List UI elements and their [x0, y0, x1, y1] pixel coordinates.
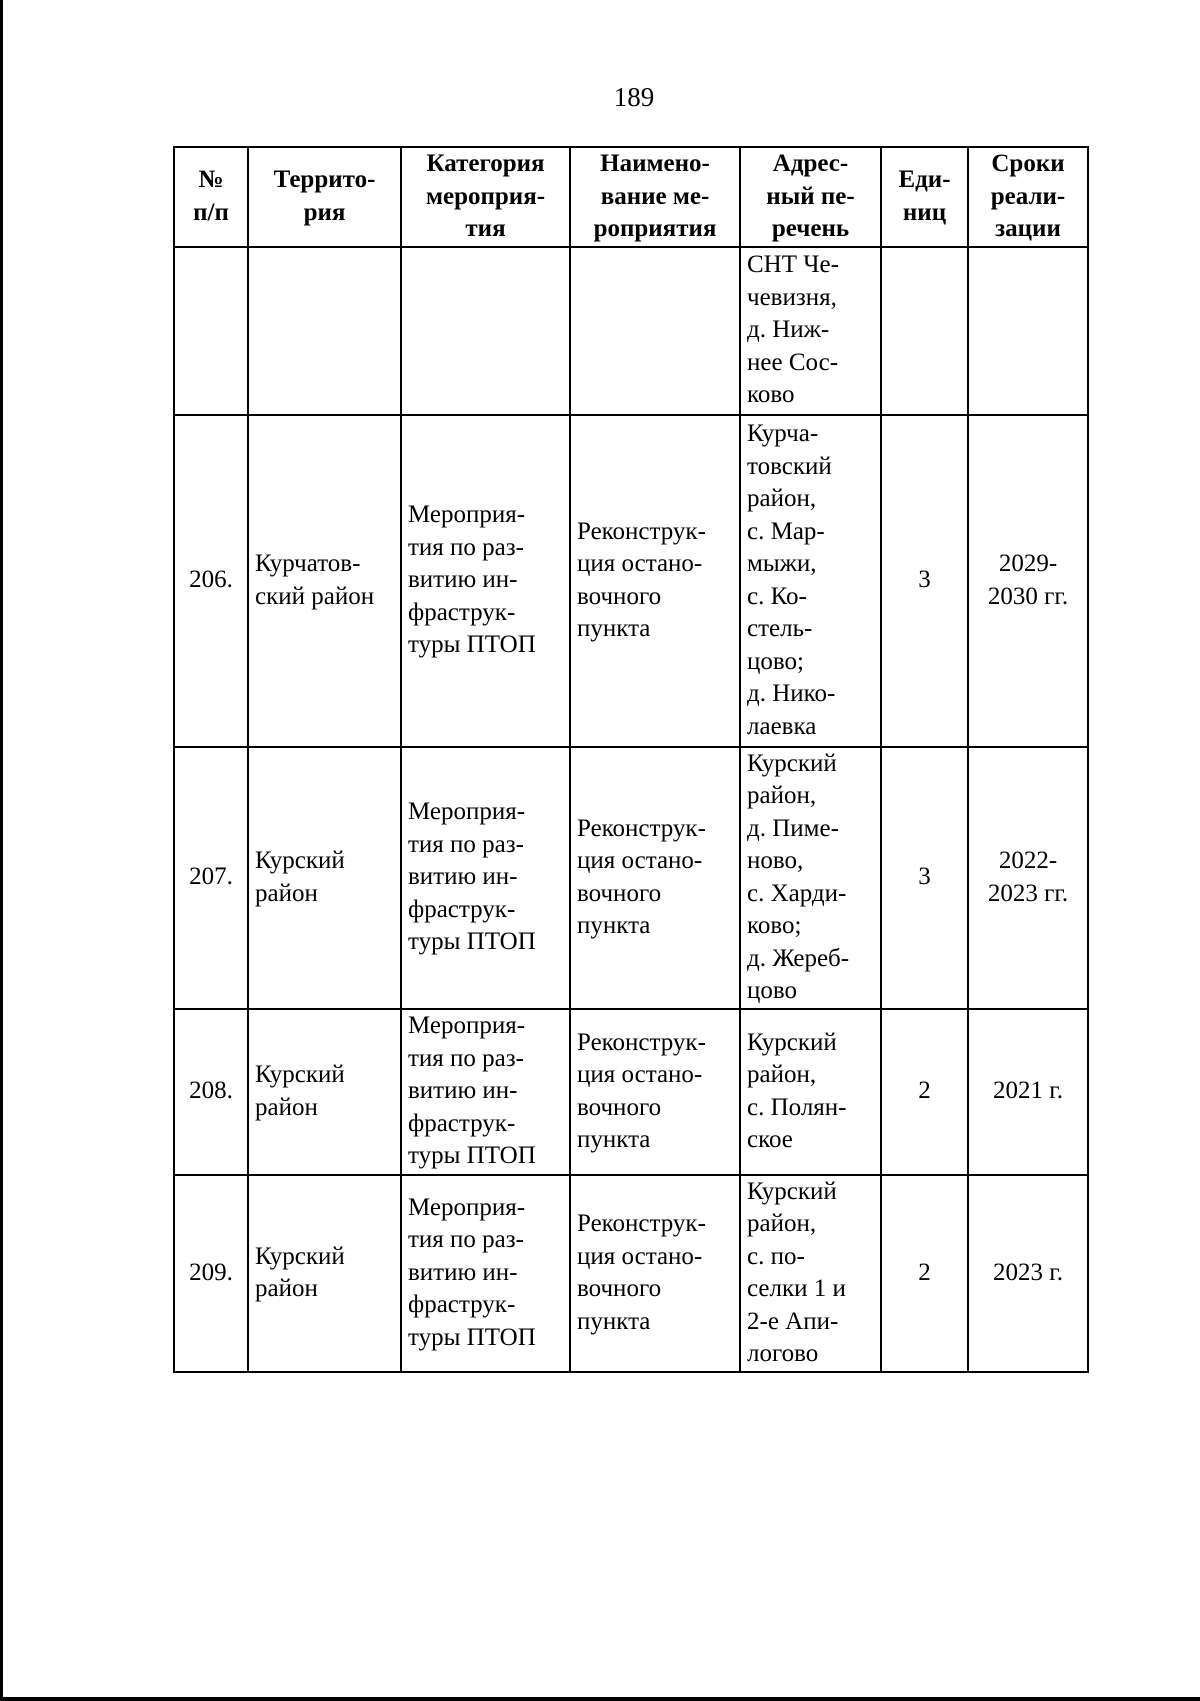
header-category: Категория мероприя- тия	[401, 147, 570, 247]
cell-units: 2	[881, 1009, 968, 1175]
cell-address-list: Курча- товский район, с. Мар- мыжи, с. Ко- стель- цово; д. Нико- лаевка	[740, 415, 881, 747]
header-territory: Террито- рия	[248, 147, 401, 247]
scan-edge-left	[0, 0, 3, 1701]
table-row	[174, 1009, 1088, 1175]
cell-measure-name	[570, 247, 740, 415]
cell-number: 206.	[174, 415, 248, 747]
table-row	[174, 1175, 1088, 1372]
cell-territory: Курский район	[248, 1009, 401, 1175]
cell-period: 2022- 2023 гг.	[968, 747, 1088, 1009]
cell-units	[881, 247, 968, 415]
cell-measure-name: Реконструк- ция остано- вочного пункта	[570, 415, 740, 747]
header-number: № п/п	[174, 147, 248, 247]
cell-period: 2023 г.	[968, 1175, 1088, 1372]
cell-territory	[248, 247, 401, 415]
cell-number: 207.	[174, 747, 248, 1009]
table-row	[174, 747, 1088, 1009]
table-row-continuation	[174, 247, 1088, 415]
cell-address-list: Курский район, с. Полян- ское	[740, 1009, 881, 1175]
cell-period	[968, 247, 1088, 415]
cell-measure-name: Реконструк- ция остано- вочного пункта	[570, 747, 740, 1009]
cell-units: 2	[881, 1175, 968, 1372]
cell-category: Мероприя- тия по раз- витию ин- фраструк- туры ПТОП	[401, 747, 570, 1009]
cell-period: 2021 г.	[968, 1009, 1088, 1175]
cell-category: Мероприя- тия по раз- витию ин- фраструк- туры ПТОП	[401, 1175, 570, 1372]
cell-category	[401, 247, 570, 415]
table-header	[174, 147, 1088, 247]
header-measure-name: Наимено- вание ме- роприятия	[570, 147, 740, 247]
header-period: Сроки реали- зации	[968, 147, 1088, 247]
cell-number	[174, 247, 248, 415]
measures-table	[173, 146, 1089, 1373]
cell-address-list: Курский район, с. по- селки 1 и 2-е Апи- логово	[740, 1175, 881, 1372]
cell-units: 3	[881, 415, 968, 747]
cell-territory: Курчатов- ский район	[248, 415, 401, 747]
scan-edge-bottom	[0, 1697, 1200, 1701]
page-number: 189	[613, 82, 655, 112]
cell-address-list: СНТ Че- чевизня, д. Ниж- нее Сос- ково	[740, 247, 881, 415]
cell-number: 209.	[174, 1175, 248, 1372]
cell-territory: Курский район	[248, 1175, 401, 1372]
cell-address-list: Курский район, д. Пиме- ново, с. Харди- ково; д. Жереб- цово	[740, 747, 881, 1009]
cell-number: 208.	[174, 1009, 248, 1175]
cell-units: 3	[881, 747, 968, 1009]
cell-measure-name: Реконструк- ция остано- вочного пункта	[570, 1009, 740, 1175]
cell-category: Мероприя- тия по раз- витию ин- фраструк- туры ПТОП	[401, 1009, 570, 1175]
cell-territory: Курский район	[248, 747, 401, 1009]
cell-measure-name: Реконструк- ция остано- вочного пункта	[570, 1175, 740, 1372]
table-row	[174, 415, 1088, 747]
cell-period: 2029- 2030 гг.	[968, 415, 1088, 747]
header-address-list: Адрес- ный пе- речень	[740, 147, 881, 247]
cell-category: Мероприя- тия по раз- витию ин- фраструк- туры ПТОП	[401, 415, 570, 747]
header-units: Еди- ниц	[881, 147, 968, 247]
